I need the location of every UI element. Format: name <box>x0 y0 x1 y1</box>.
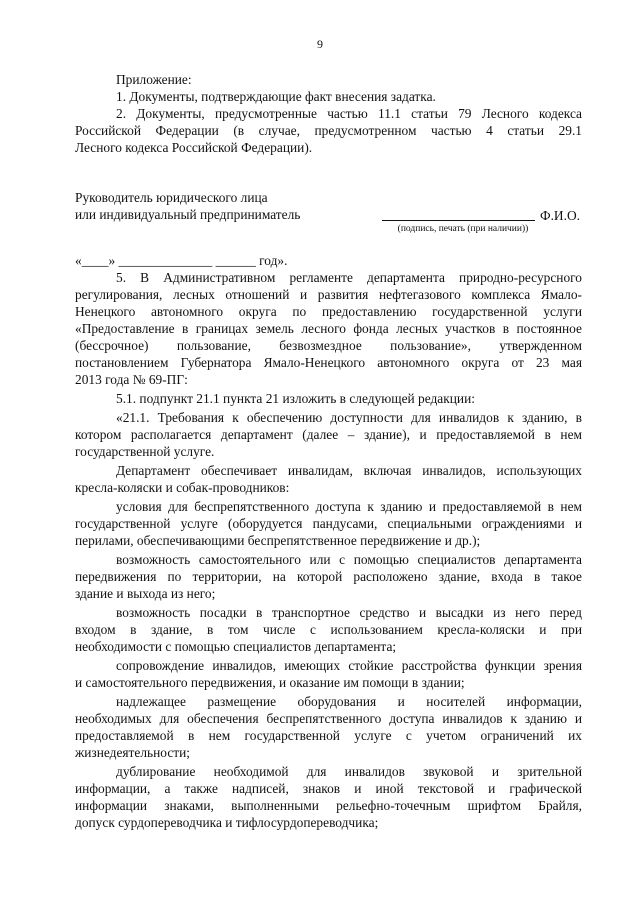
paragraph-line: условия для беспрепятственного доступа к зданию и предоставляемой в нем <box>116 499 582 514</box>
date-line: «____» ______________ ______ год». <box>75 253 288 268</box>
paragraph-line: допуск сурдопереводчика и тифлосурдопереводчика; <box>75 815 379 830</box>
appendix-item-2-line: Лесного кодекса Российской Федерации). <box>75 140 313 155</box>
paragraph-line: возможность посадки в транспортное средство и высадки из него перед <box>116 605 582 620</box>
appendix-title: Приложение: <box>116 72 192 87</box>
paragraph-line: предоставляемой в нем государственной услуге с учетом ограничений их <box>75 728 582 743</box>
appendix-item-2-line: 2. Документы, предусмотренные частью 11.1 статьи 79 Лесного кодекса <box>116 106 582 121</box>
paragraph-line: «21.1. Требования к обеспечению доступности для инвалидов к зданию, в <box>116 410 582 425</box>
paragraph-line: Ненецкого автономного округа по предоставлению государственной услуги <box>75 304 582 319</box>
paragraph-line: 2013 года № 69-ПГ: <box>75 372 188 387</box>
paragraph-line: здание и выхода из него; <box>75 586 216 601</box>
paragraph-line: перилами, обеспечивающими беспрепятственное передвижение и др.); <box>75 533 481 548</box>
paragraph-line: кресла-коляски и собак-проводников: <box>75 480 290 495</box>
signatory-title: Руководитель юридического лица <box>75 190 268 205</box>
appendix-item-1: 1. Документы, подтверждающие факт внесения задатка. <box>116 89 436 104</box>
paragraph-line: необходимых для обеспечения беспрепятственного доступа инвалидов к зданию и <box>75 711 582 726</box>
paragraph-line: надлежащее размещение оборудования и носителей информации, <box>116 694 582 709</box>
paragraph-line: информации, а также надписей, знаков и иной текстовой и графической <box>75 781 582 796</box>
paragraph-line: постановлением Губернатора Ямало-Ненецкого автономного округа от 23 мая <box>75 355 582 370</box>
signature-caption: (подпись, печать (при наличии)) <box>397 224 529 234</box>
paragraph-line: «Предоставление в границах земель лесного фонда лесных участков в постоянное <box>75 321 582 336</box>
paragraph-line: информации знаками, выполненными рельефно-точечным шрифтом Брайля, <box>75 798 582 813</box>
paragraph-line: и самостоятельного передвижения, и оказание им помощи в здании; <box>75 675 465 690</box>
paragraph-line: входом в здание, в том числе с использованием кресла-коляски и при <box>75 622 582 637</box>
paragraph-line: сопровождение инвалидов, имеющих стойкие расстройства функции зрения <box>116 658 582 673</box>
paragraph-line: государственной услуге (оборудуется пандусами, специальными ограждениями и <box>75 516 582 531</box>
page-number: 9 <box>317 37 323 51</box>
paragraph-line: передвижения по территории, на которой расположено здание, входа в такое <box>75 569 582 584</box>
fio-label: Ф.И.О. <box>540 208 580 223</box>
signatory-title: или индивидуальный предприниматель <box>75 207 301 222</box>
paragraph-line: котором располагается департамент (далее – здание), и предоставляемой в нем <box>75 427 582 442</box>
paragraph-line: Департамент обеспечивает инвалидам, включая инвалидов, использующих <box>116 463 582 478</box>
subitem-line: 5.1. подпункт 21.1 пункта 21 изложить в следующей редакции: <box>116 391 475 406</box>
paragraph-line: жизнедеятельности; <box>75 745 191 760</box>
paragraph-line: 5. В Административном регламенте департамента природно-ресурсного <box>116 270 582 285</box>
paragraph-line: государственной услуге. <box>75 444 215 459</box>
paragraph-line: необходимости с помощью специалистов департамента; <box>75 639 397 654</box>
paragraph-line: дублирование необходимой для инвалидов звуковой и зрительной <box>116 764 582 779</box>
paragraph-line: (бессрочное) пользование, безвозмездное пользование», утвержденном <box>75 338 582 353</box>
appendix-item-2-line: Российской Федерации (в случае, предусмотренном частью 4 статьи 29.1 <box>75 123 582 138</box>
paragraph-line: регулирования, лесных отношений и развития нефтегазового комплекса Ямало- <box>75 287 582 302</box>
signature-line <box>382 220 535 221</box>
paragraph-line: возможность самостоятельного или с помощью специалистов департамента <box>116 552 582 567</box>
